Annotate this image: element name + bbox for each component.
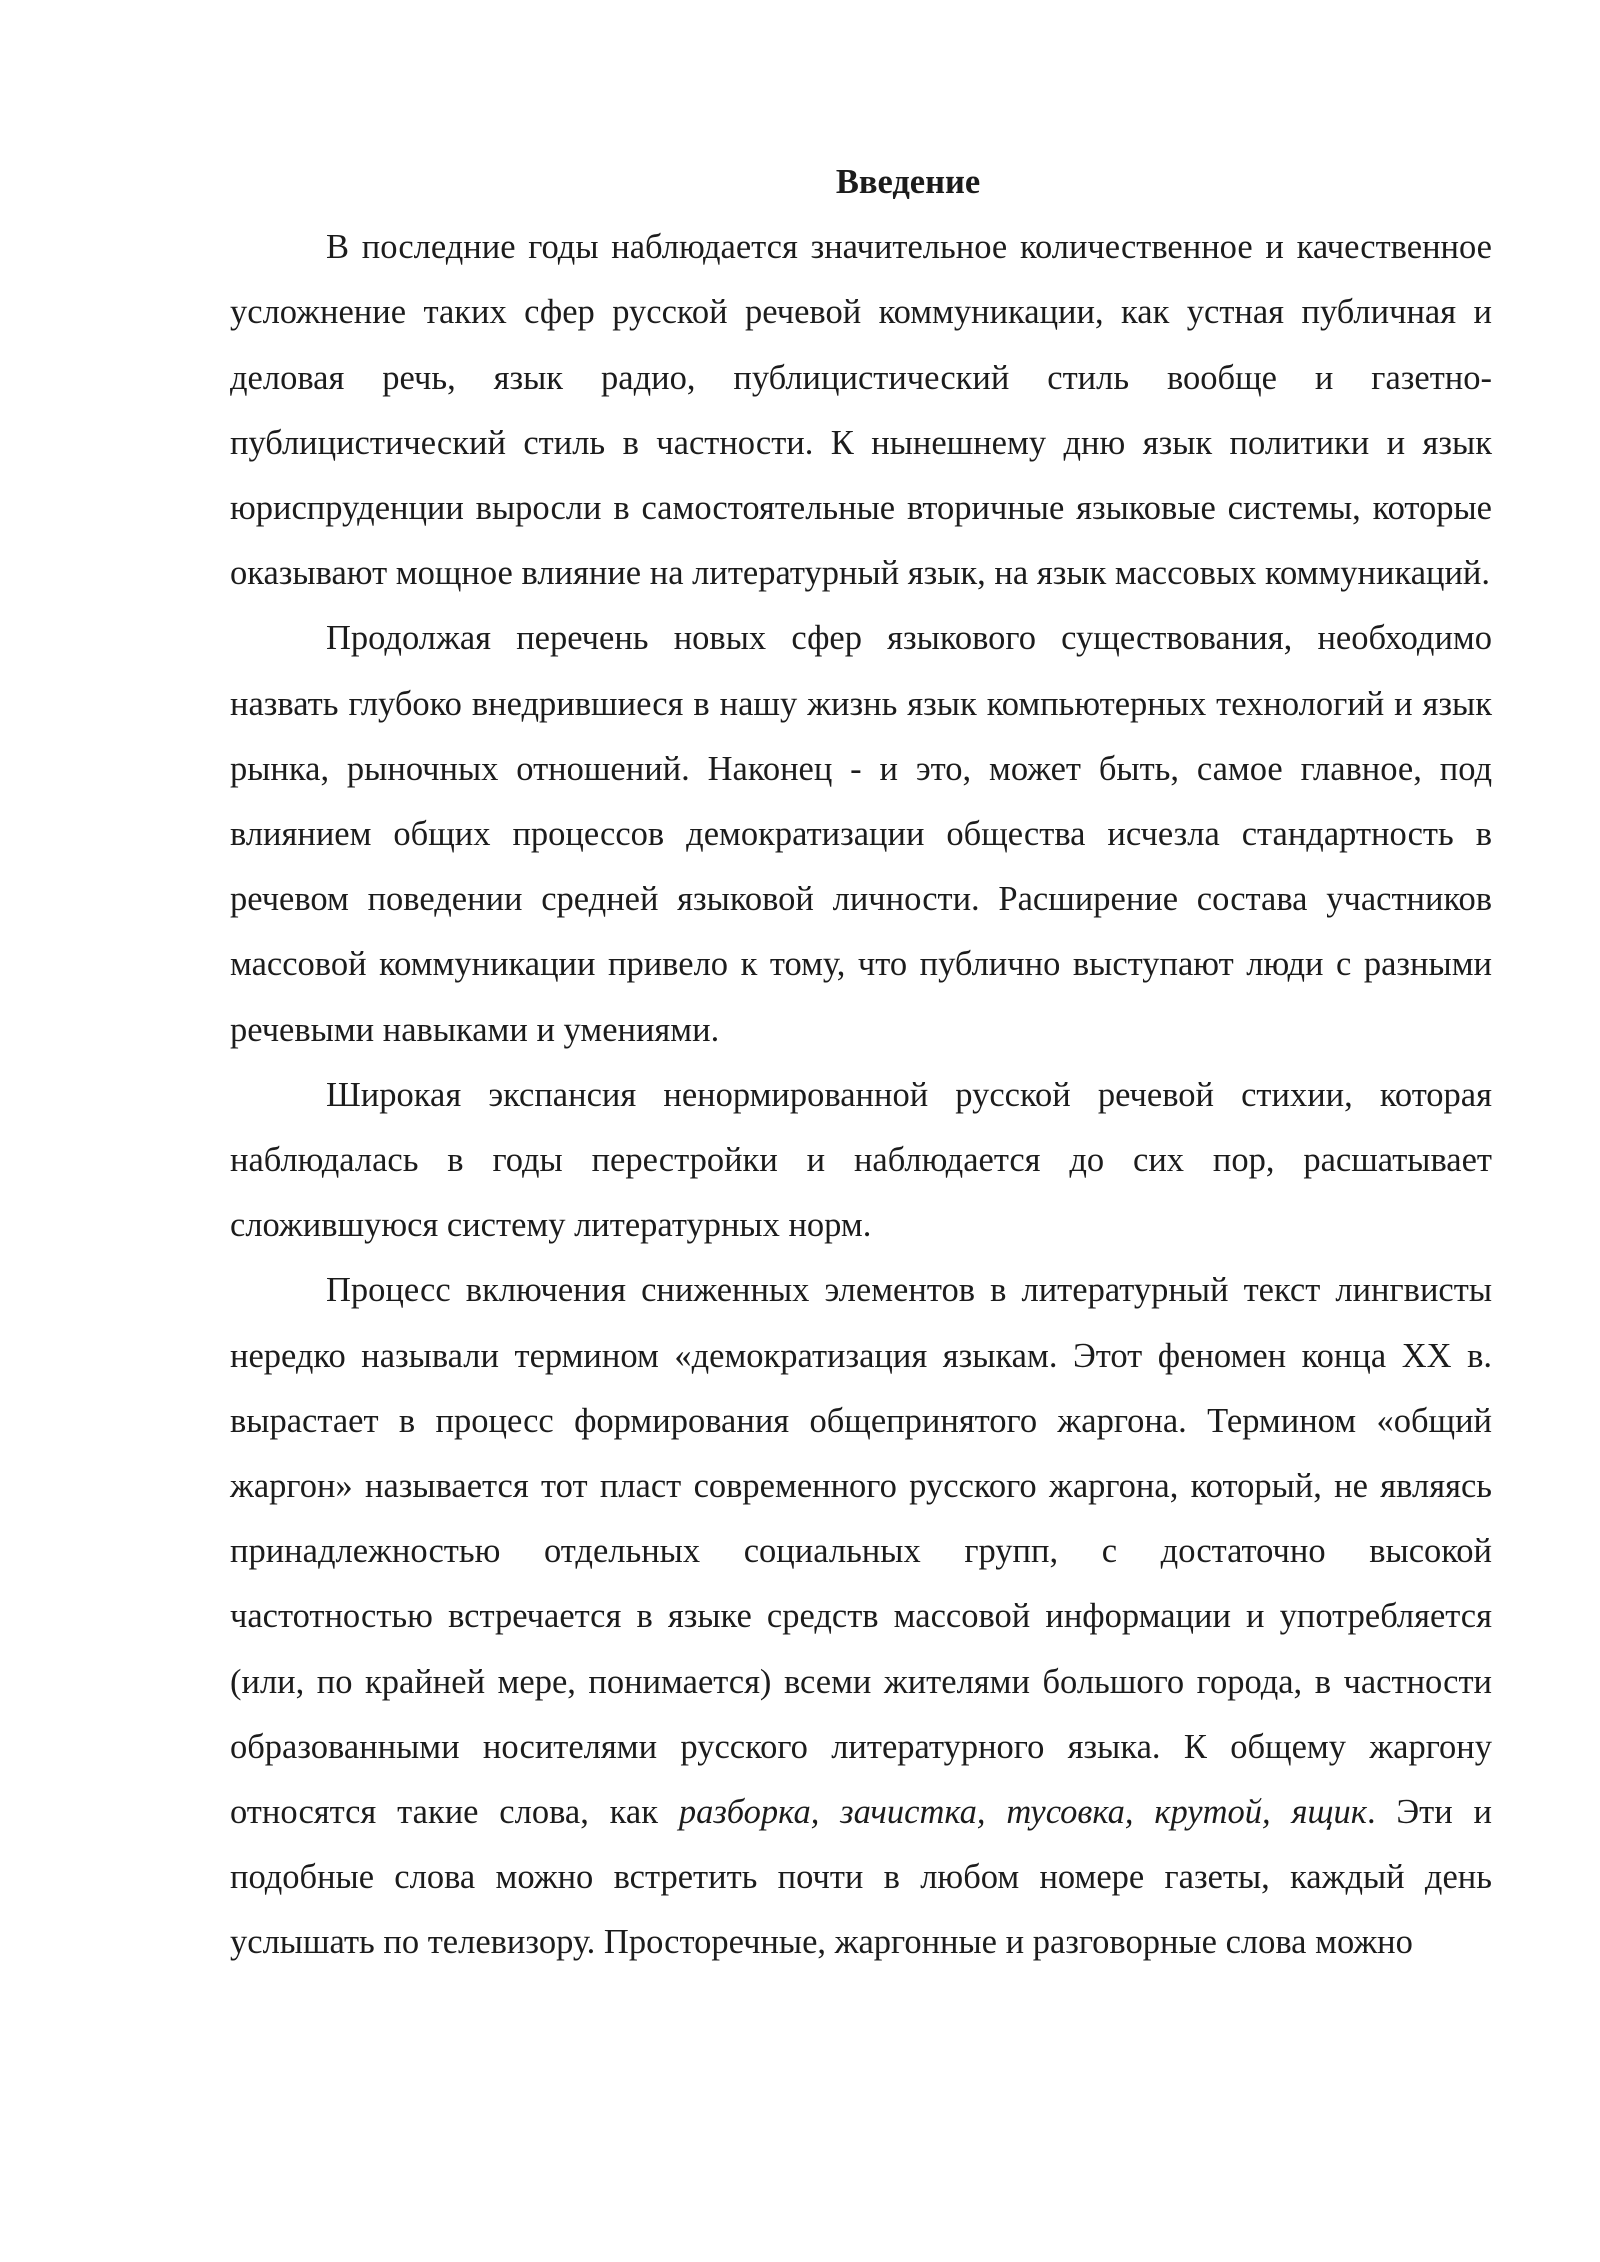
paragraph-4-italic-examples: разборка, зачистка, тусовка, крутой, ящик: [678, 1793, 1367, 1832]
page-title: Введение: [835, 163, 981, 201]
paragraph-3: Широкая экспансия ненормированной русской речевой стихии, которая наблюдалась в годы перестройки и наблюдается до сих пор, расшатывает сложившуюся систему литературных норм.: [230, 1075, 1492, 1245]
paragraph-4-text-start: Процесс включения сниженных элементов в литературный текст лингвисты нередко называли термином «демократизация языкам. Этот феномен конца XX в. вырастает в процесс формирования общепринятого жаргона. Термином «общий жаргон» называется тот пласт современного русского жаргона, который, не являясь принадлежностью отдельных социальных групп, с достаточно высокой частотностью встречается в языке средств массовой информации и употребляется (или, по крайней мере, понимается) всеми жителями большого города, в частности образованными носителями русского литературного языка. К общему жаргону относятся такие слова, как: [230, 1271, 1492, 1832]
paragraph-4-text-end: . Эти и подобные слова можно встретить почти в любом номере газеты, каждый день услышать по телевизору. Просторечные, жаргонные и разговорные слова можно: [230, 1793, 1493, 1962]
document-body: [230, 150, 1492, 1976]
paragraph-4: [230, 1258, 1492, 1975]
paragraph-1: В последние годы наблюдается значительное количественное и качественное усложнение таких сфер русской речевой коммуникации, как устная публичная и деловая речь, язык радио, публицистический стиль вообще и газетно-публицистический стиль в частности. К нынешнему дню язык политики и язык юриспруденции выросли в самостоятельные вторичные языковые системы, которые оказывают мощное влияние на литературный язык, на язык массовых коммуникаций.: [230, 228, 1492, 593]
paragraph-2: Продолжая перечень новых сфер языкового существования, необходимо назвать глубоко внедрившиеся в нашу жизнь язык компьютерных технологий и язык рынка, рыночных отношений. Наконец - и это, может быть, самое главное, под влиянием общих процессов демократизации общества исчезла стандартность в речевом поведении средней языковой личности. Расширение состава участников массовой коммуникации привело к тому, что публично выступают люди с разными речевыми навыками и умениями.: [230, 619, 1492, 1049]
